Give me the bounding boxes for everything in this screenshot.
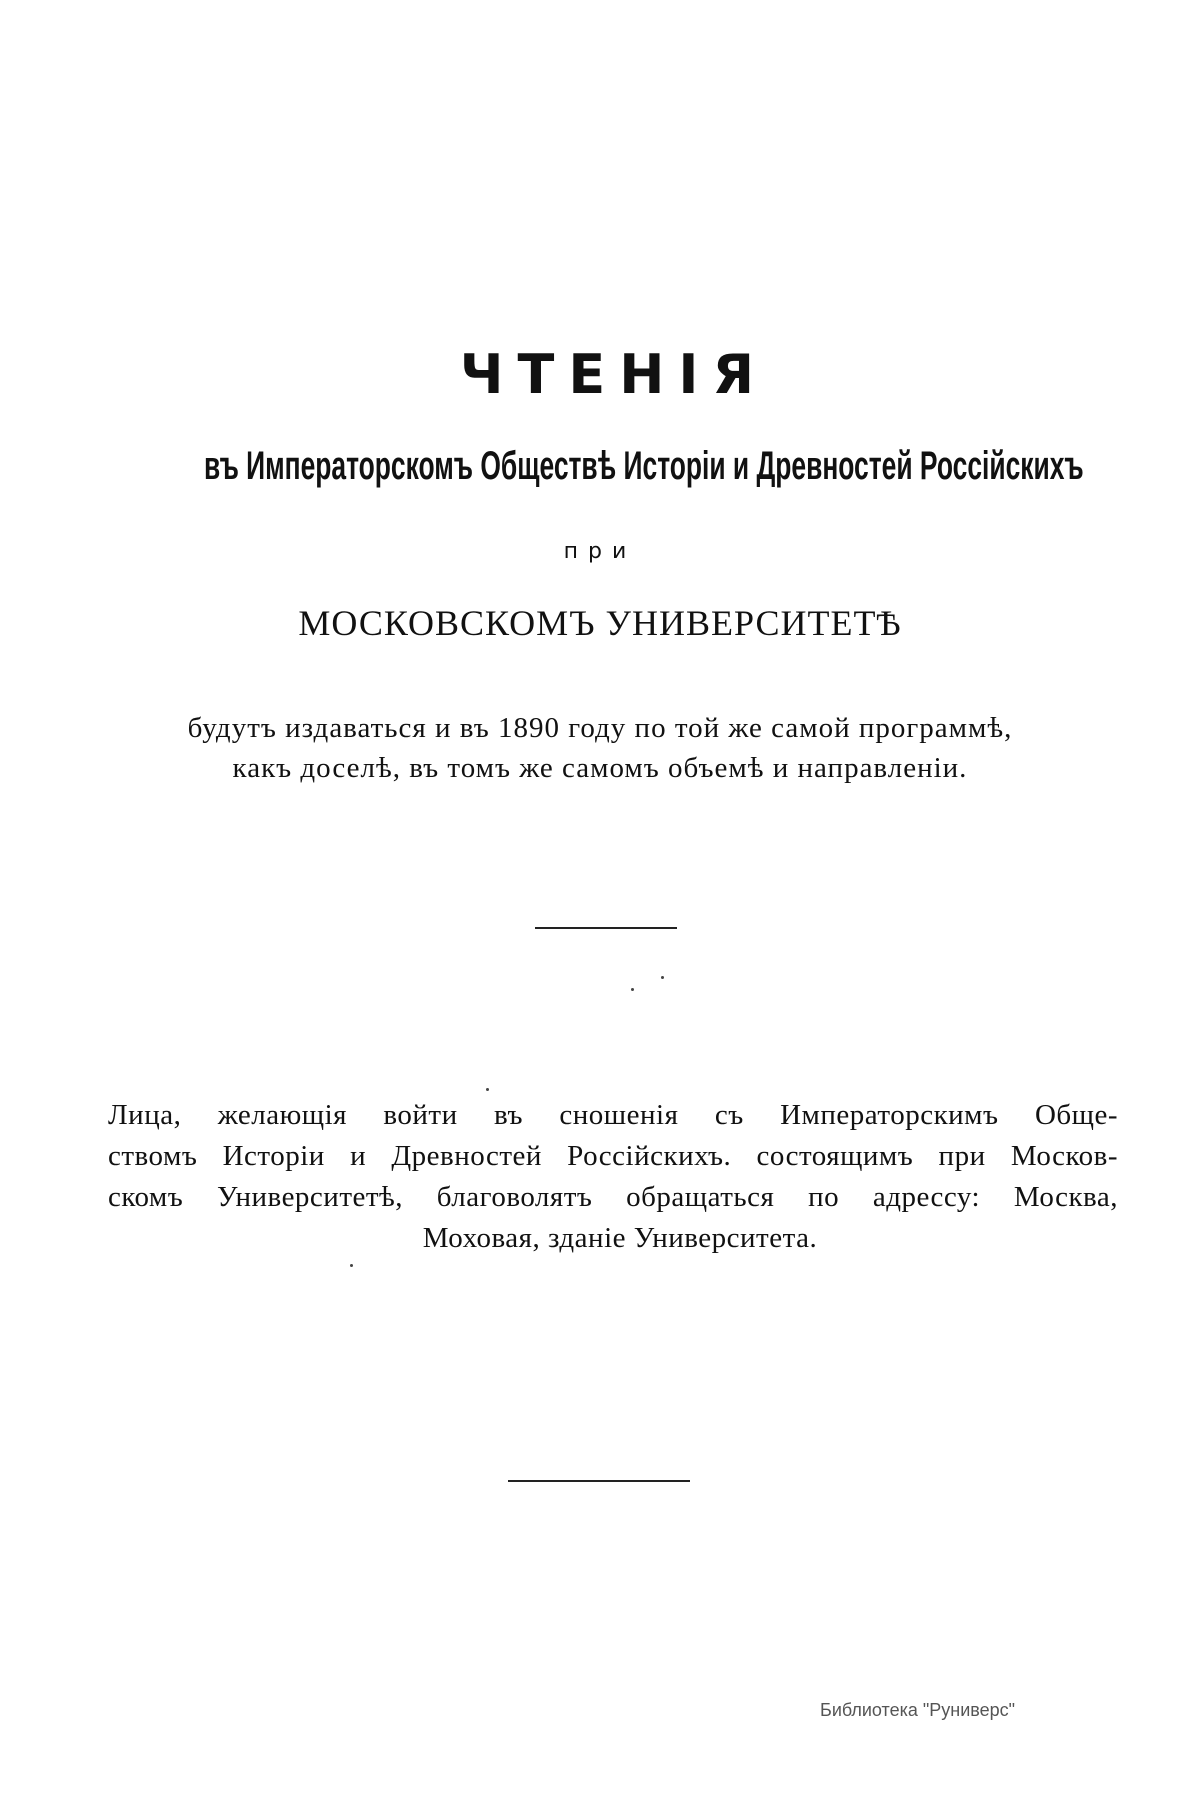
divider-rule bbox=[535, 927, 677, 929]
print-speck bbox=[486, 1088, 489, 1091]
university-name: МОСКОВСКОМЪ УНИВЕРСИТЕТѢ bbox=[298, 603, 902, 643]
divider-rule bbox=[508, 1480, 690, 1482]
print-speck bbox=[631, 988, 634, 991]
contact-line-4: Моховая, зданіе Университета. bbox=[422, 1222, 818, 1254]
contact-line-3: скомъ Университетѣ, благоволятъ обращаться по адрессу: Москва, bbox=[108, 1181, 1118, 1213]
print-speck bbox=[350, 1264, 353, 1267]
preposition-pri: при bbox=[563, 539, 637, 564]
print-speck bbox=[661, 976, 664, 979]
program-line-1: будутъ издаваться и въ 1890 году по той же самой программѣ, bbox=[187, 712, 1013, 744]
page-title: ЧТЕНІЯ bbox=[459, 343, 769, 406]
library-watermark: Библиотека "Руниверс" bbox=[820, 1700, 1016, 1720]
contact-paragraph bbox=[108, 1095, 1118, 1218]
contact-line-1: Лица, желающія войти въ сношенія съ Императорскимъ Обще- bbox=[108, 1099, 1118, 1131]
program-line-2: какъ доселѣ, въ томъ же самомъ объемѣ и направленіи. bbox=[232, 752, 968, 784]
contact-line-2: ствомъ Исторіи и Древностей Россійскихъ. состоящимъ при Москов- bbox=[108, 1140, 1118, 1172]
society-name: въ Императорскомъ Обществѣ Исторіи и Древностей Россійскихъ bbox=[203, 444, 1084, 488]
